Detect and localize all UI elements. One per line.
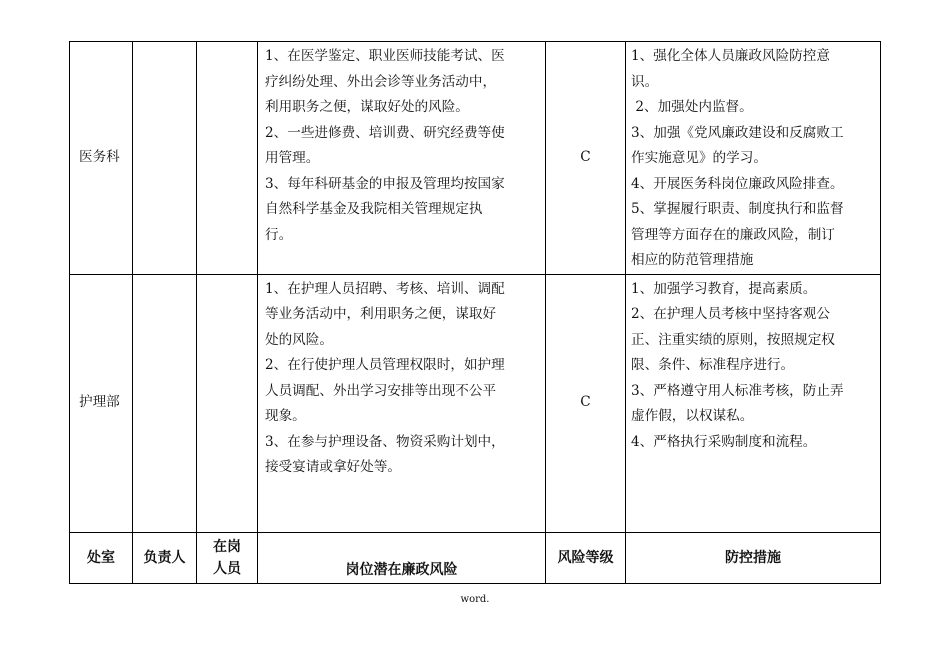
header-level: 风险等级 <box>546 532 626 583</box>
dept-cell: 医务科 <box>70 42 133 275</box>
measure-line: 2、加强处内监督。 <box>631 99 753 115</box>
risk-line: 现象。 <box>265 408 306 424</box>
risk-line: 2、一些进修费、培训费、研究经费等使 <box>265 124 505 141</box>
owner-cell <box>133 42 197 275</box>
measures-cell <box>626 274 881 532</box>
risk-line: 利用职务之便，谋取好处的风险。 <box>265 99 469 115</box>
measures-cell <box>626 42 881 275</box>
risk-line: 1、在医学鉴定、职业医师技能考试、医 <box>265 48 505 64</box>
risk-line: 自然科学基金及我院相关管理规定执 <box>265 201 483 217</box>
risk-line: 接受宴请或拿好处等。 <box>265 459 401 475</box>
risk-line: 1、在护理人员招聘、考核、培训、调配 <box>265 280 505 297</box>
header-staff-line: 在岗 <box>213 538 241 555</box>
risk-line: 3、在参与护理设备、物资采购计划中， <box>265 433 505 450</box>
risk-level-cell: C <box>546 274 626 532</box>
staff-cell <box>197 42 258 275</box>
risk-line: 处的风险。 <box>265 331 333 348</box>
measure-line: 1、加强学习教育，提高素质。 <box>631 280 817 297</box>
measure-line: 识。 <box>631 73 659 90</box>
risk-line: 行。 <box>265 226 293 243</box>
risk-line: 2、在行使护理人员管理权限时，如护理 <box>265 357 505 373</box>
risk-table <box>69 41 881 584</box>
risk-line: 等业务活动中，利用职务之便，谋取好 <box>265 306 497 322</box>
header-dept: 处室 <box>70 532 133 583</box>
table-row <box>70 274 881 532</box>
measure-line: 1、强化全体人员廉政风险防控意 <box>631 48 830 64</box>
page-footer: word. <box>460 594 490 605</box>
measure-line: 管理等方面存在的廉政风险，制订 <box>631 226 835 243</box>
measure-line: 相应的防范管理措施 <box>631 252 754 268</box>
header-risk: 岗位潜在廉政风险 <box>258 532 546 583</box>
risk-line: 疗纠纷处理、外出会诊等业务活动中， <box>265 73 497 90</box>
header-owner: 负责人 <box>133 532 197 583</box>
measure-line: 5、掌握履行职责、制度执行和监督 <box>631 201 844 217</box>
risk-line: 3、每年科研基金的申报及管理均按国家 <box>265 175 505 192</box>
owner-cell <box>133 274 197 532</box>
risk-cell <box>258 274 546 532</box>
table-row <box>70 42 881 275</box>
risk-line: 人员调配、外出学习安排等出现不公平 <box>265 382 497 399</box>
header-row <box>70 532 881 583</box>
measure-line: 作实施意见》的学习。 <box>631 150 767 166</box>
header-measures: 防控措施 <box>626 532 881 583</box>
measure-line: 虚作假，以权谋私。 <box>631 408 754 424</box>
header-staff-line: 人员 <box>213 560 241 577</box>
measure-line: 3、严格遵守用人标准考核，防止弄 <box>631 382 844 399</box>
measure-line: 2、在护理人员考核中坚持客观公 <box>631 306 830 322</box>
measure-line: 限、条件、标准程序进行。 <box>631 357 795 373</box>
risk-level-cell: C <box>546 42 626 275</box>
dept-cell: 护理部 <box>70 274 133 532</box>
measure-line: 4、严格执行采购制度和流程。 <box>631 433 817 450</box>
staff-cell <box>197 274 258 532</box>
risk-cell <box>258 42 546 275</box>
measure-line: 正、注重实绩的原则，按照规定权 <box>631 331 835 348</box>
risk-line: 用管理。 <box>265 150 320 166</box>
measure-line: 4、开展医务科岗位廉政风险排查。 <box>631 175 844 192</box>
header-staff <box>197 532 258 583</box>
measure-line: 3、加强《党风廉政建设和反腐败工 <box>631 124 844 141</box>
